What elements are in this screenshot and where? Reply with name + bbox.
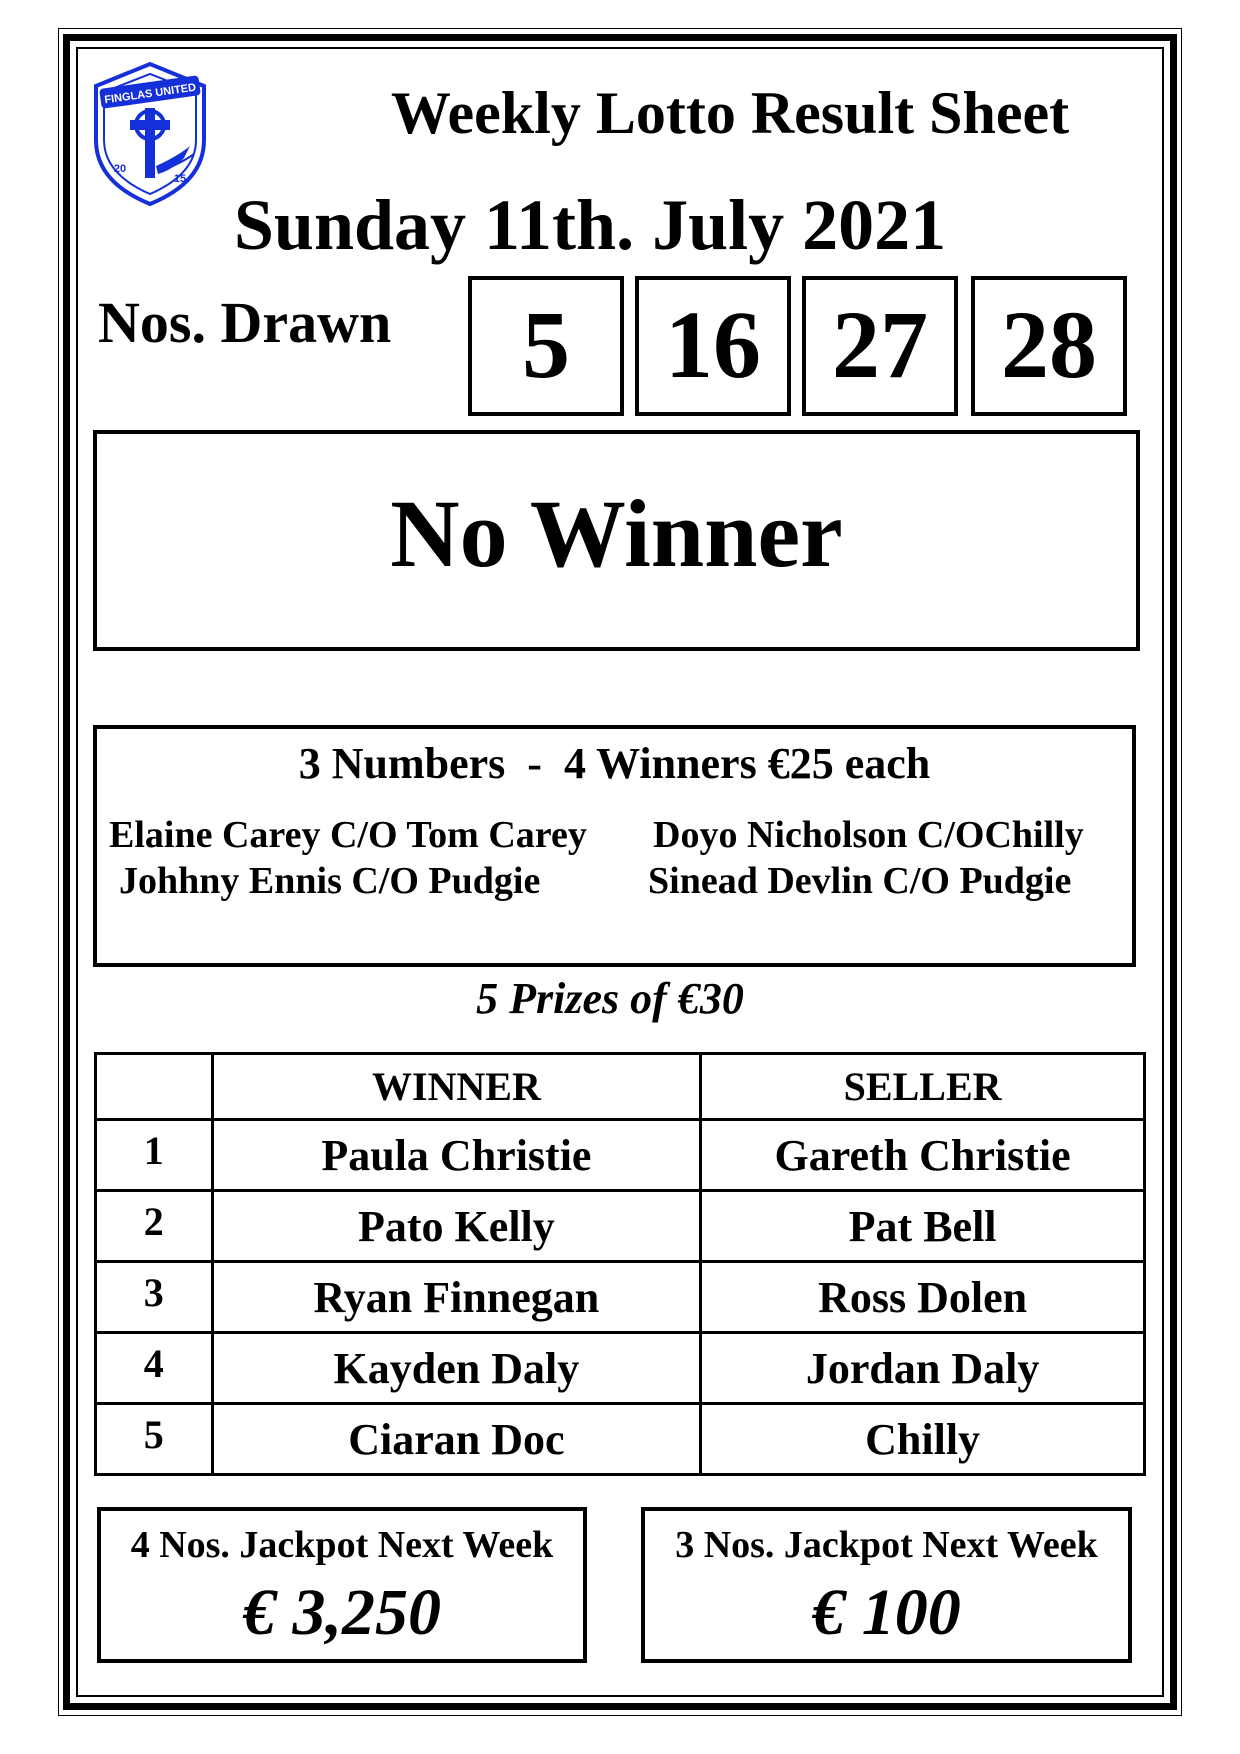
drawn-number-box: 28 bbox=[971, 276, 1127, 416]
winner-cell: Ryan Finnegan bbox=[212, 1262, 701, 1333]
result-box: No Winner bbox=[93, 430, 1140, 651]
seller-cell: Chilly bbox=[701, 1404, 1145, 1475]
three-numbers-winner: Elaine Carey C/O Tom Carey bbox=[109, 814, 587, 856]
winner-cell: Ciaran Doc bbox=[212, 1404, 701, 1475]
column-header-index bbox=[96, 1054, 213, 1120]
jackpot-amount: € 3,250 bbox=[243, 1576, 441, 1649]
table-row bbox=[96, 1191, 1145, 1262]
row-index: 2 bbox=[96, 1191, 213, 1262]
page-title: Weekly Lotto Result Sheet bbox=[390, 80, 1070, 146]
winner-cell: Kayden Daly bbox=[212, 1333, 701, 1404]
seller-cell: Gareth Christie bbox=[701, 1120, 1145, 1191]
table-row bbox=[96, 1262, 1145, 1333]
prizes-table bbox=[94, 1052, 1146, 1476]
jackpot-label: 3 Nos. Jackpot Next Week bbox=[675, 1524, 1098, 1566]
crest-text: FINGLAS UNITED bbox=[103, 81, 197, 107]
three-numbers-winner: Johhny Ennis C/O Pudgie bbox=[119, 860, 541, 902]
crest-year-left: 20 bbox=[113, 163, 127, 175]
jackpot-3-numbers-box bbox=[641, 1507, 1132, 1663]
table-header-row bbox=[96, 1054, 1145, 1120]
table-row bbox=[96, 1333, 1145, 1404]
three-numbers-winner: Sinead Devlin C/O Pudgie bbox=[648, 860, 1072, 902]
winner-cell: Paula Christie bbox=[212, 1120, 701, 1191]
table-row bbox=[96, 1120, 1145, 1191]
winner-cell: Pato Kelly bbox=[212, 1191, 701, 1262]
draw-date: Sunday 11th. July 2021 bbox=[233, 185, 947, 265]
drawn-number-box: 16 bbox=[635, 276, 791, 416]
row-index: 3 bbox=[96, 1262, 213, 1333]
three-numbers-box bbox=[93, 725, 1136, 967]
row-index: 5 bbox=[96, 1404, 213, 1475]
row-index: 4 bbox=[96, 1333, 213, 1404]
column-header-winner: WINNER bbox=[212, 1054, 701, 1120]
club-crest-logo bbox=[86, 58, 214, 208]
seller-cell: Pat Bell bbox=[701, 1191, 1145, 1262]
prizes-heading: 5 Prizes of €30 bbox=[476, 974, 744, 1023]
crest-year-right: 15 bbox=[173, 173, 187, 185]
jackpot-label: 4 Nos. Jackpot Next Week bbox=[130, 1524, 554, 1566]
drawn-number-box: 27 bbox=[802, 276, 958, 416]
jackpot-amount: € 100 bbox=[812, 1576, 961, 1649]
seller-cell: Ross Dolen bbox=[701, 1262, 1145, 1333]
jackpot-4-numbers-box bbox=[97, 1507, 587, 1663]
seller-cell: Jordan Daly bbox=[701, 1333, 1145, 1404]
three-numbers-heading: 3 Numbers - 4 Winners €25 each bbox=[298, 739, 931, 788]
table-row bbox=[96, 1404, 1145, 1475]
numbers-drawn-label: Nos. Drawn bbox=[98, 290, 392, 355]
drawn-number-box: 5 bbox=[468, 276, 624, 416]
row-index: 1 bbox=[96, 1120, 213, 1191]
three-numbers-winner: Doyo Nicholson C/OChilly bbox=[653, 814, 1084, 856]
column-header-seller: SELLER bbox=[701, 1054, 1145, 1120]
